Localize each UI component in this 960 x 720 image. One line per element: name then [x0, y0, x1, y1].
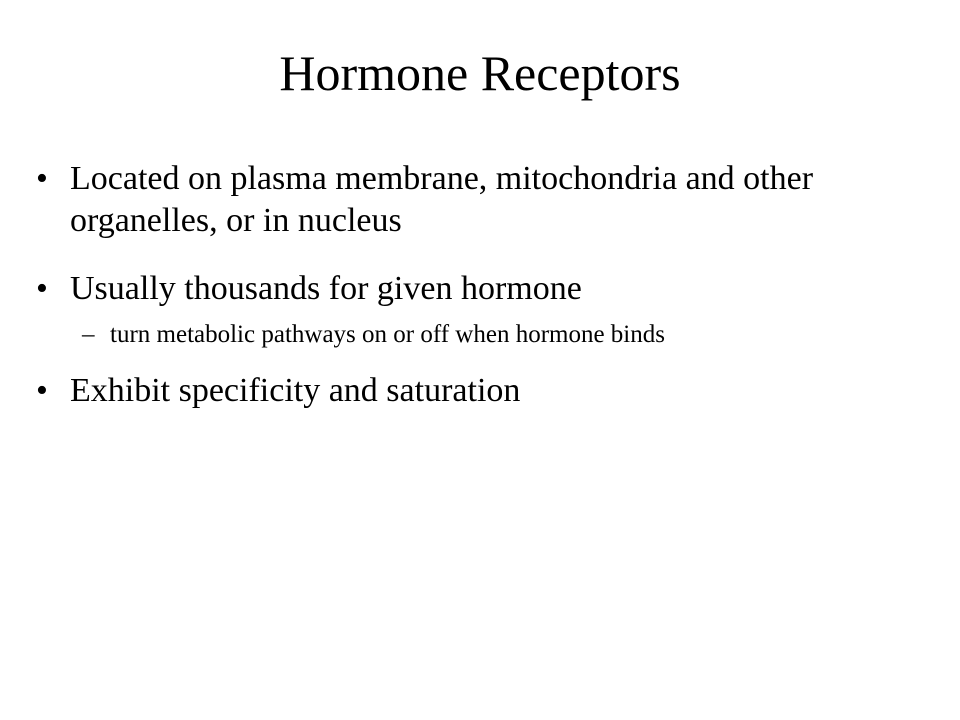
sub-bullet-item [30, 318, 950, 352]
bullet-text: Usually thousands for given hormone [70, 270, 582, 307]
bullet-marker: • [36, 372, 48, 409]
bullet-text: Located on plasma membrane, mitochondria and other organelles, or in nucleus [70, 160, 814, 239]
bullet-marker: • [36, 270, 48, 307]
slide-title: Hormone Receptors [279, 45, 681, 101]
bullet-item [30, 370, 950, 412]
bullet-item [30, 158, 950, 242]
bullet-item [30, 268, 950, 310]
bullet-text: Exhibit specificity and saturation [70, 372, 521, 409]
sub-bullet-marker: – [82, 321, 95, 348]
bullet-marker: • [36, 160, 48, 197]
bullet-list [30, 158, 950, 412]
sub-bullet-text: turn metabolic pathways on or off when hormone binds [110, 321, 665, 348]
